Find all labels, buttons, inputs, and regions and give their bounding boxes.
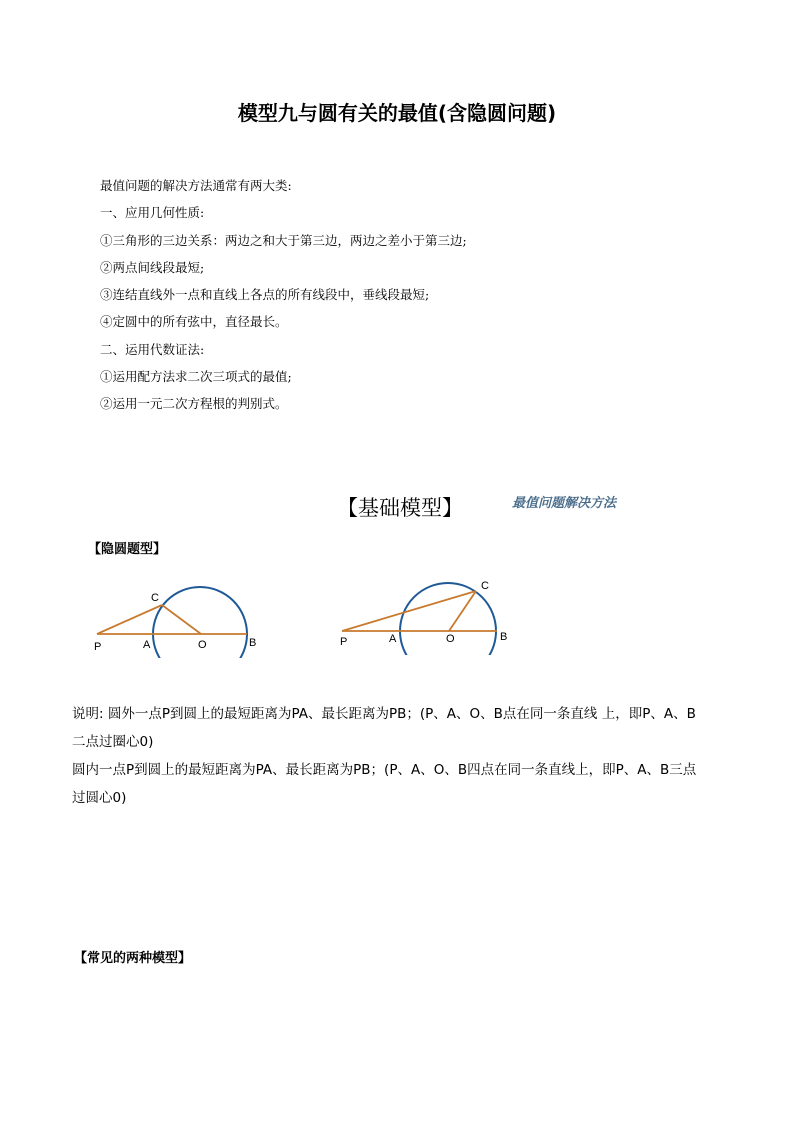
intro-line: ③连结直线外一点和直线上各点的所有线段中，垂线段最短; (100, 287, 430, 303)
intro-line: 最值问题的解决方法通常有两大类: (100, 178, 292, 193)
point-a-label: A (389, 633, 397, 645)
intro-line: ①三角形的三边关系：两边之和大于第三边，两边之差小于第三边; (100, 232, 467, 248)
intro-line: 一、应用几何性质: (100, 205, 205, 221)
section-note: 最值问题解决方法 (512, 496, 617, 511)
point-c-label: C (481, 580, 489, 592)
line-pc (342, 591, 476, 631)
point-c-label: C (151, 592, 159, 604)
diagram-inside-circle (336, 575, 526, 655)
explanation-line: 二点过圈心0) (72, 734, 154, 750)
point-b-label: B (249, 637, 257, 649)
point-b-label: B (500, 631, 508, 643)
point-p-label: P (94, 641, 102, 653)
explanation-line: 圆内一点P到圆上的最短距离为PA、最长距离为PB；(P、A、O、B四点在同一条直线上，即P、A、B三点 (72, 762, 697, 778)
diagram-outside-circle (88, 578, 278, 658)
intro-line: ④定圆中的所有弦中，直径最长。 (100, 314, 288, 330)
page-title: 模型九与圆有关的最值(含隐圆问题) (237, 101, 557, 125)
intro-line: ②两点间线段最短; (100, 259, 205, 275)
common-models-heading: 【常见的两种模型】 (74, 951, 192, 966)
explanation-line: 说明: 圆外一点P到圆上的最短距离为PA、最长距离为PB；(P、A、O、B点在同一条直线 上，即P、A、B (72, 706, 696, 722)
point-o-label: O (446, 633, 455, 645)
section-title: 【基础模型】 (337, 496, 463, 520)
intro-line: ②运用一元二次方程根的判别式。 (100, 396, 288, 412)
hidden-circle-heading: 【隐圆题型】 (88, 542, 167, 557)
line-co (162, 605, 201, 634)
point-a-label: A (143, 639, 151, 651)
point-p-label: P (340, 636, 348, 648)
intro-line: 二、运用代数证法: (100, 341, 205, 357)
explanation-block (72, 700, 732, 812)
point-o-label: O (198, 639, 207, 651)
explanation-line: 过圆心0) (72, 790, 127, 806)
intro-block (100, 172, 467, 418)
intro-line: ①运用配方法求二次三项式的最值; (100, 369, 292, 385)
